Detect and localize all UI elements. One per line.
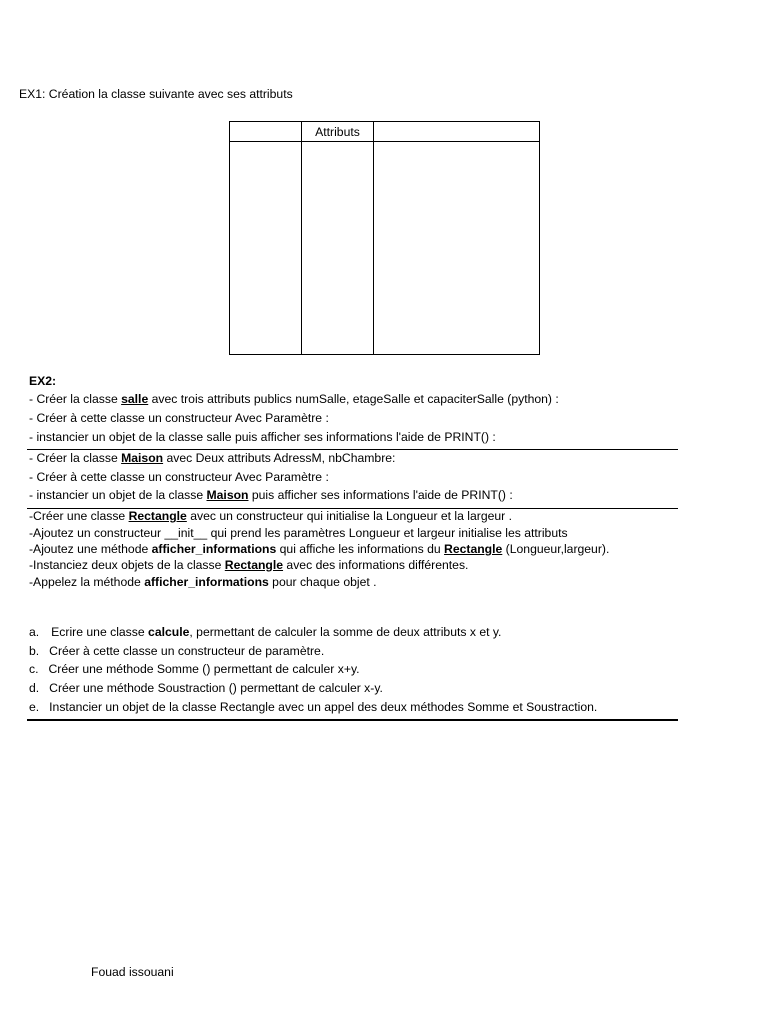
- table-body-row: [230, 142, 540, 355]
- maison-line-1: - Créer la classe Maison avec Deux attributs AdressM, nbChambre:: [29, 451, 396, 465]
- class-name-calcule: calcule: [148, 625, 190, 639]
- ex1-title: EX1: Création la classe suivante avec ses attributs: [19, 87, 293, 101]
- salle-line-1: - Créer la classe salle avec trois attributs publics numSalle, etageSalle et capaciterSalle (python) :: [29, 392, 559, 406]
- list-item-d: d. Créer une méthode Soustraction () permettant de calculer x-y.: [29, 681, 383, 695]
- list-marker: a.: [29, 625, 40, 639]
- table-cell: [230, 142, 302, 355]
- method-name: afficher_informations: [151, 542, 277, 556]
- attributes-table: [229, 121, 540, 355]
- list-item-c: c. Créer une méthode Somme () permettant de calculer x+y.: [29, 662, 360, 676]
- class-name-maison: Maison: [121, 451, 164, 465]
- rectangle-line-1: -Créer une classe Rectangle avec un constructeur qui initialise la Longueur et la largeur .: [29, 509, 513, 523]
- maison-line-2: - Créer à cette classe un constructeur Avec Paramètre :: [29, 470, 329, 484]
- class-name-maison: Maison: [206, 488, 249, 502]
- list-item-a: a. Ecrire une classe calcule, permettant de calculer la somme de deux attributs x et y.: [29, 625, 502, 639]
- divider: [27, 719, 678, 721]
- author-name: Fouad issouani: [91, 965, 174, 979]
- table-header-cell: [374, 122, 540, 142]
- rectangle-line-3: -Ajoutez une méthode afficher_informations qui affiche les informations du Rectangle (Longueur,largeur).: [29, 542, 610, 556]
- salle-line-2: - Créer à cette classe un constructeur Avec Paramètre :: [29, 411, 329, 425]
- method-name: afficher_informations: [144, 575, 269, 589]
- rectangle-line-5: -Appelez la méthode afficher_informations pour chaque objet .: [29, 575, 377, 589]
- rectangle-line-2: -Ajoutez un constructeur __init__ qui prend les paramètres Longueur et largeur initialise les attributs: [29, 526, 568, 540]
- class-name-rectangle: Rectangle: [444, 542, 503, 556]
- class-name-rectangle: Rectangle: [224, 558, 284, 572]
- list-item-b: b. Créer à cette classe un constructeur de paramètre.: [29, 644, 325, 658]
- list-marker: e.: [29, 700, 40, 714]
- salle-line-3: - instancier un objet de la classe salle puis afficher ses informations l'aide de PRINT() :: [29, 430, 496, 444]
- list-item-e: e. Instancier un objet de la classe Rectangle avec un appel des deux méthodes Somme et Soustraction.: [29, 700, 598, 714]
- table-header-cell: Attributs: [302, 122, 374, 142]
- table-cell: [374, 142, 540, 355]
- list-marker: c.: [29, 662, 39, 676]
- class-name-rectangle: Rectangle: [128, 509, 187, 523]
- maison-line-3: - instancier un objet de la classe Maison puis afficher ses informations l'aide de PRINT() :: [29, 488, 513, 502]
- rectangle-line-4: -Instanciez deux objets de la classe Rectangle avec des informations différentes.: [29, 558, 469, 572]
- list-marker: d.: [29, 681, 40, 695]
- ex2-title: EX2:: [29, 374, 57, 388]
- table-header-cell: [230, 122, 302, 142]
- table-cell: [302, 142, 374, 355]
- class-name-salle: salle: [121, 392, 149, 406]
- list-marker: b.: [29, 644, 40, 658]
- table-header-row: [230, 122, 540, 142]
